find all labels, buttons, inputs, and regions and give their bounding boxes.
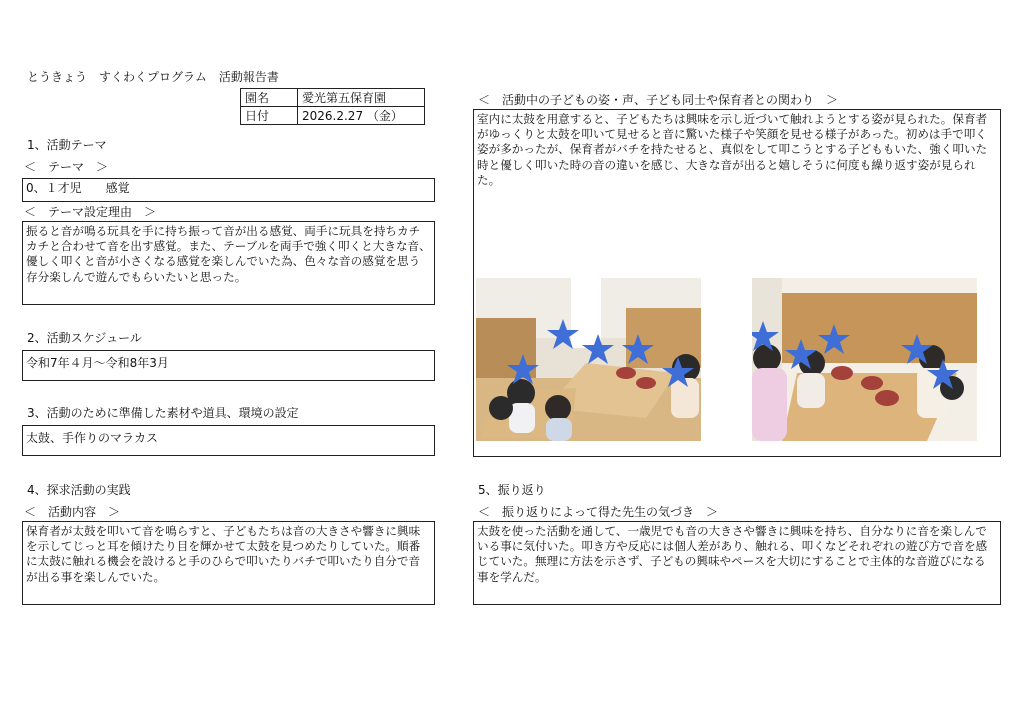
- privacy-star-icon: [926, 358, 960, 392]
- schedule-box: [22, 350, 435, 381]
- section2-heading: 2、活動スケジュール: [27, 331, 142, 345]
- theme-label: ＜ テーマ ＞: [24, 160, 109, 174]
- theme-reason-text: 振ると音が鳴る玩具を手に持ち振って音が出る感覚、両手に玩具を持ちカチカチと合わせて音を出す感覚。また、テーブルを両手で強く叩くと大きな音、優しく叩くと音が小さくなる感覚を楽しんでいた為、色々な音の感覚を思う存分楽しんで遊んでもらいたいと思った。: [26, 224, 431, 284]
- nursery-name-label: 園名: [241, 89, 298, 107]
- privacy-star-icon: [621, 333, 655, 367]
- materials-value: 太鼓、手作りのマラカス: [26, 431, 159, 445]
- activity-content-text: 保育者が太鼓を叩いて音を鳴らすと、子どもたちは音の大きさや響きに興味を示してじっと耳を傾けたり目を輝かせて太鼓を見つめたりしていた。順番に太鼓に触れる機会を設けると手のひらで叩いたりバチで叩いたり自分で音が出る事を楽しんでいた。: [26, 524, 421, 584]
- activity-photo-1: [476, 278, 701, 441]
- activity-content-label: ＜ 活動内容 ＞: [24, 505, 121, 519]
- privacy-star-icon: [817, 323, 851, 357]
- date-label: 日付: [241, 107, 298, 125]
- reflection-text: 太鼓を使った活動を通して、一歳児でも音の大きさや響きに興味を持ち、自分なりに音を楽しんでいる事に気付いた。叩き方や反応には個人差があり、触れる、叩くなどそれぞれの遊び方で音を感じていた。無理に方法を示さず、子どもの興味やペースを大切にすることで主体的な音遊びになる事を学んだ。: [477, 524, 988, 584]
- schedule-value: 令和7年４月～令和8年3月: [26, 356, 169, 370]
- privacy-star-icon: [661, 356, 695, 390]
- observation-text: 室内に太鼓を用意すると、子どもたちは興味を示し近づいて触れようとする姿が見られた。保育者がゆっくりと太鼓を叩いて見せると音に驚いた様子や笑顔を見せる様子があった。初めは手で叩く姿が多かったが、保育者がバチを持たせると、真似をして叩こうとする子どももいた、強く叩いた時と優しく叩いた時の音の違いを感じ、大きな音が出ると嬉しそうに何度も繰り返す姿が見られた。: [477, 112, 988, 187]
- theme-reason-box: [22, 221, 435, 305]
- privacy-star-icon: [752, 320, 780, 354]
- theme-value: 0、１才児 感覚: [26, 181, 130, 195]
- section4-heading: 4、探求活動の実践: [27, 483, 131, 497]
- date-value: 2026.2.27 （金）: [298, 107, 425, 125]
- theme-reason-label: ＜ テーマ設定理由 ＞: [24, 205, 157, 219]
- observation-label: ＜ 活動中の子どもの姿・声、子ども同士や保育者との関わり ＞: [478, 93, 839, 107]
- section3-heading: 3、活動のために準備した素材や道具、環境の設定: [27, 406, 299, 420]
- privacy-star-icon: [784, 338, 818, 372]
- theme-box: [22, 178, 435, 202]
- info-table: [240, 88, 425, 125]
- nursery-name-value: 愛光第五保育園: [298, 89, 425, 107]
- privacy-star-icon: [546, 318, 580, 352]
- privacy-star-icon: [581, 333, 615, 367]
- activity-photo-2: [752, 278, 977, 441]
- activity-content-box: [22, 521, 435, 605]
- document-title: とうきょう すくわくプログラム 活動報告書: [27, 70, 279, 84]
- reflection-label: ＜ 振り返りによって得た先生の気づき ＞: [478, 505, 719, 519]
- section5-heading: 5、振り返り: [478, 483, 546, 497]
- materials-box: [22, 425, 435, 456]
- section1-heading: 1、活動テーマ: [27, 138, 107, 152]
- privacy-star-icon: [506, 353, 540, 387]
- reflection-box: [473, 521, 1001, 605]
